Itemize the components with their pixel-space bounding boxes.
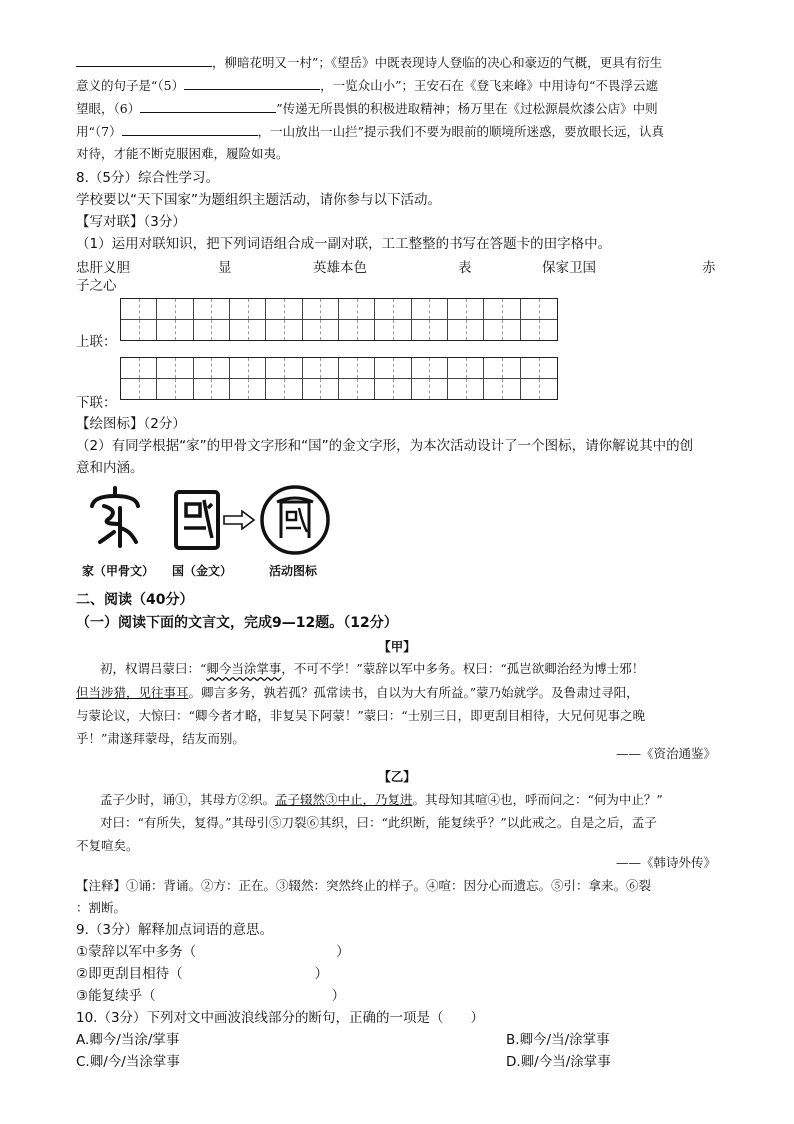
q10-option-c[interactable]: C.卿/今/当涂掌事 <box>76 1054 180 1070</box>
jia-line-1: 初，权谓吕蒙曰：“卿今当涂掌事，不可不学！”蒙辞以军中多务。权曰：“孤岂欲卿治经为博士邪！ <box>100 661 645 676</box>
word-list <box>76 256 716 276</box>
underlined-sentence-jia: 但当涉猎，见往事耳 <box>76 685 189 700</box>
passage-jia-label: 【甲】 <box>378 639 416 654</box>
poem-line-2: 意义的句子是“（5） ，一览众山小”；王安石在《登飞来峰》中用诗句“不畏浮云遮 <box>76 75 658 96</box>
poem-line-4: 用“（7） ，一山放出一山拦”提示我们不要为眼前的顺境所迷惑，要放眼长远，认真 <box>76 121 664 142</box>
word-1: 忠肝义胆 <box>76 260 130 276</box>
jia-source: ——《资治通鉴》 <box>615 746 716 761</box>
couplet-question: （1）运用对联知识，把下列词语组合成一副对联，工工整整的书写在答题卡的田字格中。 <box>76 236 612 252</box>
yi-line-2: 对曰：“有所失，复得。”其母引⑤刀裂⑥其织，曰：“此织断，能复续乎？”以此戒之。自是之后，孟子 <box>100 815 657 830</box>
notes-line-2: ：割断。 <box>76 900 127 915</box>
poem-line-3: 望眼，（6） ”传递无所畏惧的积极进取精神；杨万里在《过松源晨炊漆公店》中则 <box>76 98 658 119</box>
answer-blank-6[interactable] <box>140 98 276 113</box>
caption-emblem: 活动图标 <box>269 564 318 578</box>
q9-item-3: ③能复续乎（ ） <box>76 988 346 1004</box>
upper-couplet-grid[interactable] <box>120 298 558 341</box>
jia-line-2: 但当涉猎，见往事耳。卿言多务，孰若孤？孤常读书，自以为大有所益。”蒙乃始就学。及鲁肃过寻阳， <box>76 685 639 700</box>
underlined-sentence-yi: 孟子辍然③中止，乃复进 <box>275 792 413 807</box>
word-4: 表 <box>458 260 472 276</box>
answer-blank-4[interactable] <box>76 52 212 67</box>
passage-yi-label: 【乙】 <box>378 769 416 784</box>
word-3: 英雄本色 <box>313 260 367 276</box>
jia-oracle-glyph-icon <box>84 484 146 556</box>
yi-line-3: 不复喧矣。 <box>76 838 139 853</box>
upper-couplet-label: 上联： <box>76 334 117 350</box>
caption-jia: 家（甲骨文） <box>82 564 155 578</box>
q9-item-1: ①蒙辞以军中多务（ ） <box>76 944 350 960</box>
icon-question-1: （2）有同学根据“家”的甲骨文字形和“国”的金文字形，为本次活动设计了一个图标，请你解说其中的创 <box>76 438 694 454</box>
q10-title: 10.（3分）下列对文中画波浪线部分的断句，正确的一项是（ ） <box>76 1010 485 1026</box>
jia-line-3: 与蒙论议，大惊曰：“卿今者才略，非复吴下阿蒙！”蒙曰：“士别三日，即更刮目相待，大兄何见事之晚 <box>76 708 646 723</box>
caption-guo: 国（金文） <box>172 564 233 578</box>
icon-heading: 【绘图标】（2分） <box>76 416 186 432</box>
wavy-underlined-sentence: 卿今当涂掌事 <box>206 661 282 676</box>
word-5: 保家卫国 <box>542 260 596 276</box>
jia-line-4: 乎！”肃遂拜蒙母，结友而别。 <box>76 731 245 746</box>
yi-line-1: 孟子少时，诵①，其母方②织。孟子辍然③中止，乃复进。其母知其喧④也，呼而问之：“何为中止？” <box>100 792 663 807</box>
icon-question-2: 意和内涵。 <box>76 460 144 476</box>
notes-line-1: 【注释】①诵：背诵。②方：正在。③辍然：突然终止的样子。④喧：因分心而遗忘。⑤引：拿来。⑥裂 <box>76 878 652 893</box>
answer-blank-5[interactable] <box>184 75 320 90</box>
arrow-right-icon <box>222 510 256 530</box>
lower-couplet-label: 下联： <box>76 395 117 411</box>
lower-couplet-grid[interactable] <box>120 357 558 400</box>
q9-title: 9.（3分）解释加点词语的意思。 <box>76 922 273 938</box>
guo-bronze-glyph-icon <box>172 488 222 552</box>
yi-source: ——《韩诗外传》 <box>615 855 716 870</box>
section-heading: 二、阅读（40分） <box>76 592 194 608</box>
word-2: 显 <box>218 260 232 276</box>
poem-line-1: ，柳暗花明又一村”；《望岳》中既表现诗人登临的决心和豪迈的气概，更具有衍生 <box>76 52 662 73</box>
q9-item-2: ②即更刮目相待（ ） <box>76 966 329 982</box>
subsection-heading: （一）阅读下面的文言文，完成9—12题。（12分） <box>76 615 398 631</box>
q10-option-d[interactable]: D.卿/今当/涂掌事 <box>506 1054 611 1070</box>
answer-blank-7[interactable] <box>122 121 258 136</box>
activity-emblem-icon <box>259 484 331 556</box>
poem-line-5: 对待，才能不断克服困难，履险如夷。 <box>76 146 289 161</box>
word-list-cont: 子之心 <box>76 278 117 294</box>
q10-option-a[interactable]: A.卿今/当涂/掌事 <box>76 1032 180 1048</box>
q8-intro: 学校要以“天下国家”为题组织主题活动，请你参与以下活动。 <box>76 192 441 208</box>
q8-title: 8.（5分）综合性学习。 <box>76 170 219 186</box>
couplet-heading: 【写对联】（3分） <box>76 214 186 230</box>
q10-option-b[interactable]: B.卿今/当/涂掌事 <box>506 1032 610 1048</box>
word-6: 赤 <box>702 260 716 276</box>
